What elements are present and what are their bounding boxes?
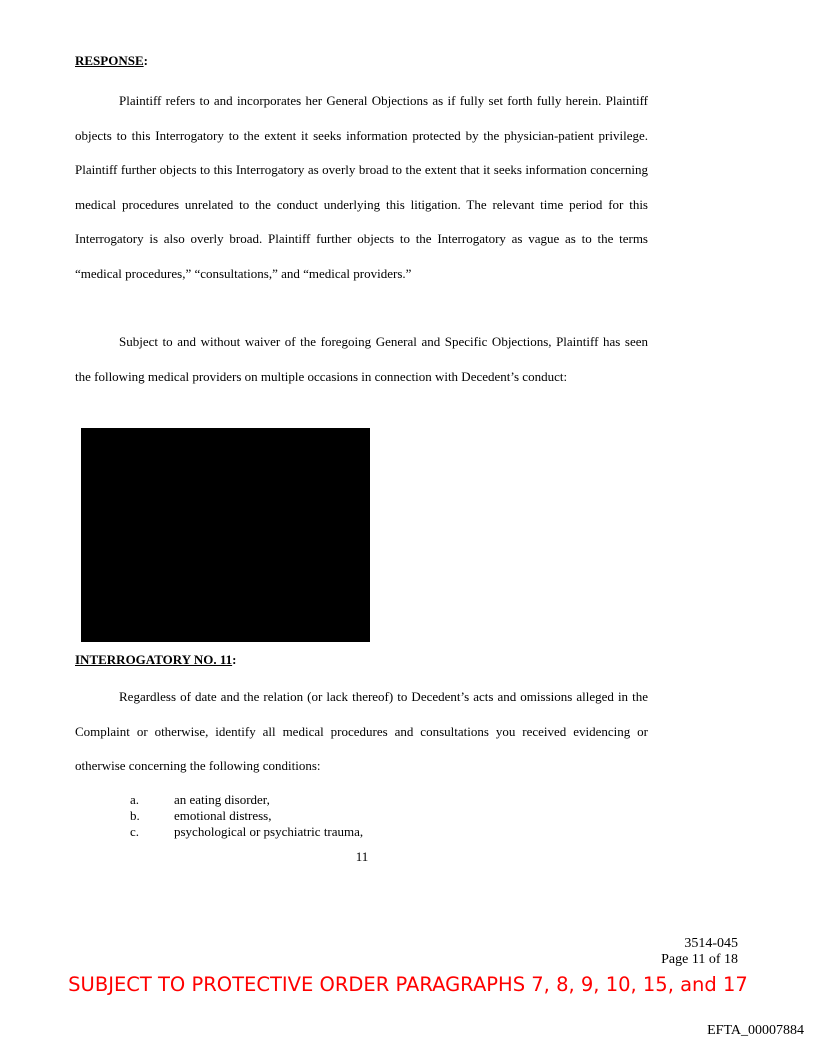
document-reference	[661, 936, 738, 968]
conditions-list	[130, 792, 363, 840]
protective-order-notice: SUBJECT TO PROTECTIVE ORDER PARAGRAPHS 7, 8, 9, 10, 15, and 17	[68, 973, 748, 996]
interrogatory-heading-colon: :	[232, 652, 237, 667]
list-item	[130, 792, 363, 808]
list-item-text: psychological or psychiatric trauma,	[174, 824, 364, 839]
interrogatory-paragraph: Regardless of date and the relation (or lack thereof) to Decedent’s acts and omissions alleged in the Complaint or otherwise, identify all medical procedures and consultations you received evidencing or otherwise concerning the following conditions:	[75, 689, 648, 773]
bates-number: EFTA_00007884	[707, 1023, 804, 1038]
response-heading-colon: :	[143, 53, 148, 68]
document-code: 3514-045	[684, 936, 738, 951]
response-heading	[75, 53, 148, 69]
list-item-text: an eating disorder,	[174, 792, 270, 807]
interrogatory-heading-label: INTERROGATORY NO. 11	[75, 652, 233, 667]
list-item-marker: c.	[130, 824, 140, 839]
list-item	[130, 808, 363, 824]
redaction-block	[81, 428, 370, 642]
list-item-marker: b.	[130, 808, 140, 823]
page-of-label: Page 11 of 18	[661, 952, 738, 967]
response-heading-label: RESPONSE	[75, 53, 144, 68]
list-item	[130, 824, 363, 840]
list-item-text: emotional distress,	[174, 808, 272, 823]
interrogatory-heading	[75, 652, 236, 668]
list-item-marker: a.	[130, 792, 140, 807]
response-providers-paragraph: Subject to and without waiver of the foregoing General and Specific Objections, Plaintiff has seen the following medical providers on multiple occasions in connection with Decedent’s conduct:	[75, 334, 648, 384]
response-objections-paragraph: Plaintiff refers to and incorporates her General Objections as if fully set forth fully herein. Plaintiff objects to this Interrogatory to the extent it seeks information protected by the physician-patient privilege. Plaintiff further objects to this Interrogatory as overly broad to the extent that it seeks information concerning medical procedures unrelated to the conduct underlying this litigation. The relevant time period for this Interrogatory is also overly broad. Plaintiff further objects to the Interrogatory as vague as to the terms “medical procedures,” “consultations,” and “medical providers.”	[75, 93, 648, 281]
page-number: 11	[355, 849, 369, 864]
